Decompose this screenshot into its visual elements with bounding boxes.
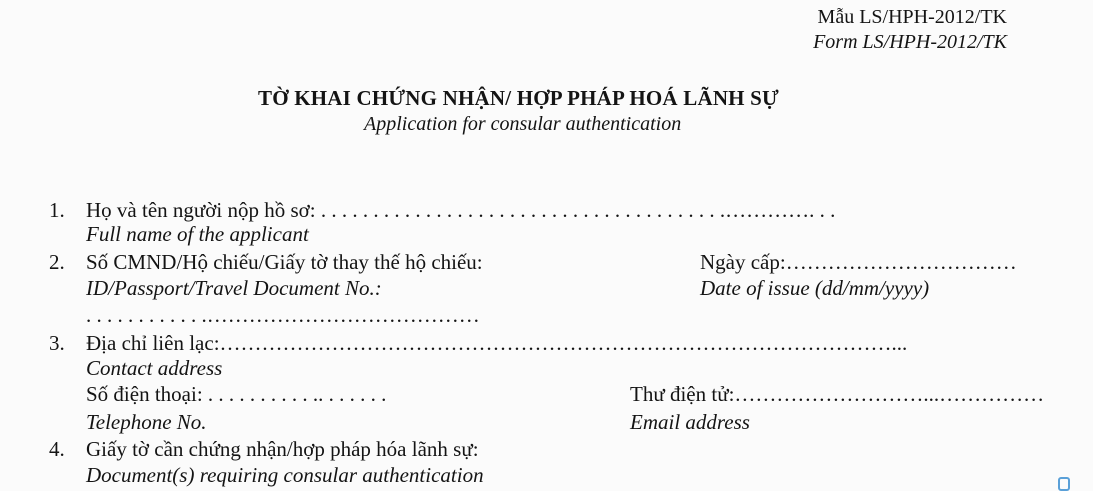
item-number-4: 4. <box>49 437 65 461</box>
corner-mark <box>1058 477 1070 491</box>
documents-label-en: Document(s) requiring consular authentication <box>86 463 484 487</box>
date-of-issue-label-en: Date of issue (dd/mm/yyyy) <box>700 276 930 300</box>
full-name-field: Họ và tên người nộp hồ sơ: . . . . . . . . . . . . . . . . . . . . . . . . . . . . . . . . . . . . . . .…………. . . <box>86 198 836 222</box>
document-title: TỜ KHAI CHỨNG NHẬN/ HỢP PHÁP HOÁ LÃNH SỰ <box>258 86 779 110</box>
id-number-label-vi: Số CMND/Hộ chiếu/Giấy tờ thay thế hộ chiếu: <box>86 250 483 274</box>
contact-address-field: Địa chỉ liên lạc:……………………………………………………………………………………... <box>86 331 908 355</box>
telephone-label-en: Telephone No. <box>86 410 207 434</box>
email-field: Thư điện tử:………………………...…………… <box>630 382 1045 406</box>
item-number-1: 1. <box>49 198 65 222</box>
documents-label-vi: Giấy tờ cần chứng nhận/hợp pháp hóa lãnh sự: <box>86 437 479 461</box>
telephone-field: Số điện thoại: . . . . . . . . . . .. . . . . . . <box>86 382 387 406</box>
form-code-vi: Mẫu LS/HPH-2012/TK <box>817 6 1007 28</box>
document-subtitle: Application for consular authentication <box>364 113 682 135</box>
date-of-issue-field: Ngày cấp:…………………………… <box>700 250 1017 274</box>
id-number-label-en: ID/Passport/Travel Document No.: <box>86 276 382 300</box>
form-code-en: Form LS/HPH-2012/TK <box>813 31 1007 53</box>
contact-address-label-en: Contact address <box>86 356 223 380</box>
item-number-3: 3. <box>49 331 65 355</box>
email-label-en: Email address <box>630 410 750 434</box>
id-number-dotted-line: . . . . . . . . . . . .………………………………… <box>86 303 480 327</box>
item-number-2: 2. <box>49 250 65 274</box>
full-name-label-en: Full name of the applicant <box>86 222 309 246</box>
